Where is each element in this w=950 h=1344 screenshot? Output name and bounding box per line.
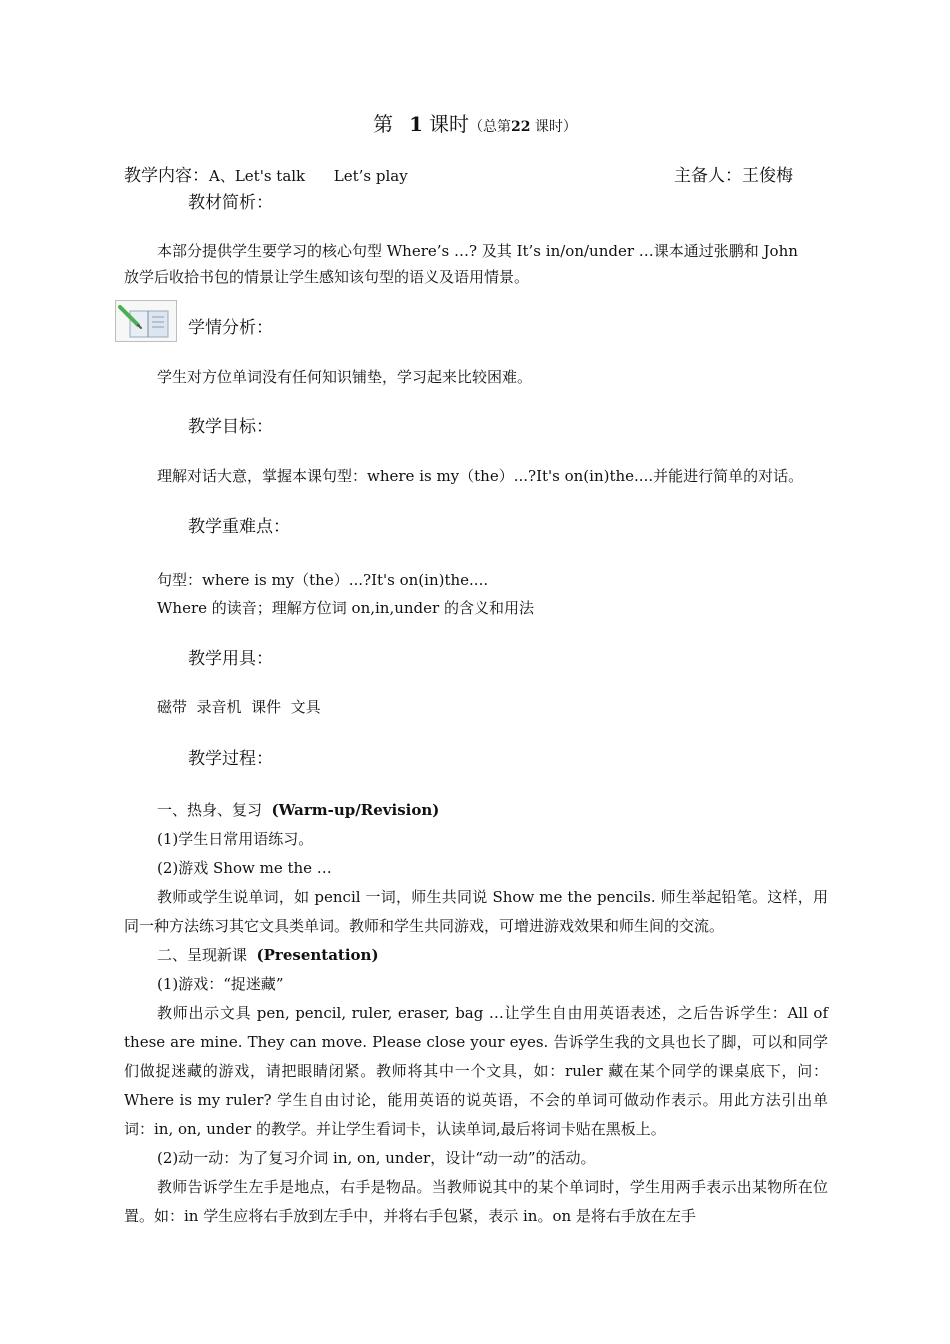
lesson-subtitle: （总第22 课时）	[468, 119, 577, 135]
goals-body: 理解对话大意，掌握本课句型：where is my（the）...?It's on(in)the....并能进行简单的对话。	[157, 467, 804, 485]
learner-body: 学生对方位单词没有任何知识铺垫，学习起来比较困难。	[157, 368, 533, 386]
lesson-title: 第 1 课时（总第22 课时）	[373, 112, 577, 136]
section-title-goals: 教学目标：	[188, 417, 273, 437]
step1-item-2: (2)游戏 Show me the …	[157, 859, 332, 877]
step1-description: 教师或学生说单词，如 pencil 一词，师生共同说 Show me the pencils. 师生举起铅笔。这样，用同一种方法练习其它文具类单词。教师和学生共同游戏，可增进游戏效果和师生间的交流。	[124, 888, 828, 935]
section-title-key: 教学重难点：	[188, 517, 290, 537]
book-pen-icon	[115, 300, 177, 342]
step2-item-2: (2)动一动：为了复习介词 in, on, under，设计“动一动”的活动。	[157, 1149, 596, 1167]
step1-heading: 一、热身、复习 (Warm-up/Revision)	[157, 801, 440, 819]
textbook-line-1: 本部分提供学生要学习的核心句型 Where’s …? 及其 It’s in/on/under …课本通过张鹏和 John	[157, 242, 798, 260]
step2-item-1: (1)游戏：“捉迷藏”	[157, 975, 284, 993]
step2-description-1: 教师出示文具 pen, pencil, ruler, eraser, bag …让学生自由用英语表述，之后告诉学生：All of these are mine. They can move. Please close your eyes. 告诉学生我的文具也长了脚，可以和同学们做捉迷藏的游戏，请把眼睛闭紧。教师将其中一个文具，如：ruler 藏在某个同学的课桌底下，问：Where is my ruler? 学生自由讨论，能用英语的说英语，不会的单词可做动作表示。用此方法引出单词：in, on, under 的教学。并让学生看词卡，认读单词,最后将词卡贴在黑板上。	[124, 1004, 828, 1138]
section-title-textbook: 教材简析：	[188, 193, 273, 213]
section-title-process: 教学过程：	[188, 749, 273, 769]
step1-item-1: (1)学生日常用语练习。	[157, 830, 314, 848]
textbook-line-2: 放学后收拾书包的情景让学生感知该句型的语义及语用情景。	[124, 268, 530, 286]
process-body	[124, 796, 828, 1231]
section-title-learner: 学情分析：	[188, 318, 273, 338]
key-line-1: 句型：where is my（the）...?It's on(in)the....	[157, 571, 489, 589]
preparer: 主备人：王俊梅	[674, 166, 793, 186]
tools-body: 磁带 录音机 课件 文具	[157, 698, 321, 716]
section-title-tools: 教学用具：	[188, 649, 273, 669]
teaching-content: 教学内容：A、Let's talk Let’s play	[124, 166, 408, 186]
step2-heading: 二、呈现新课 (Presentation)	[157, 946, 379, 964]
step2-description-2: 教师告诉学生左手是地点，右手是物品。当教师说其中的某个单词时，学生用两手表示出某物所在位置。如：in 学生应将右手放到左手中，并将右手包紧，表示 in。on 是将右手放在左手	[124, 1178, 828, 1225]
key-line-2: Where 的读音；理解方位词 on,in,under 的含义和用法	[157, 599, 534, 617]
